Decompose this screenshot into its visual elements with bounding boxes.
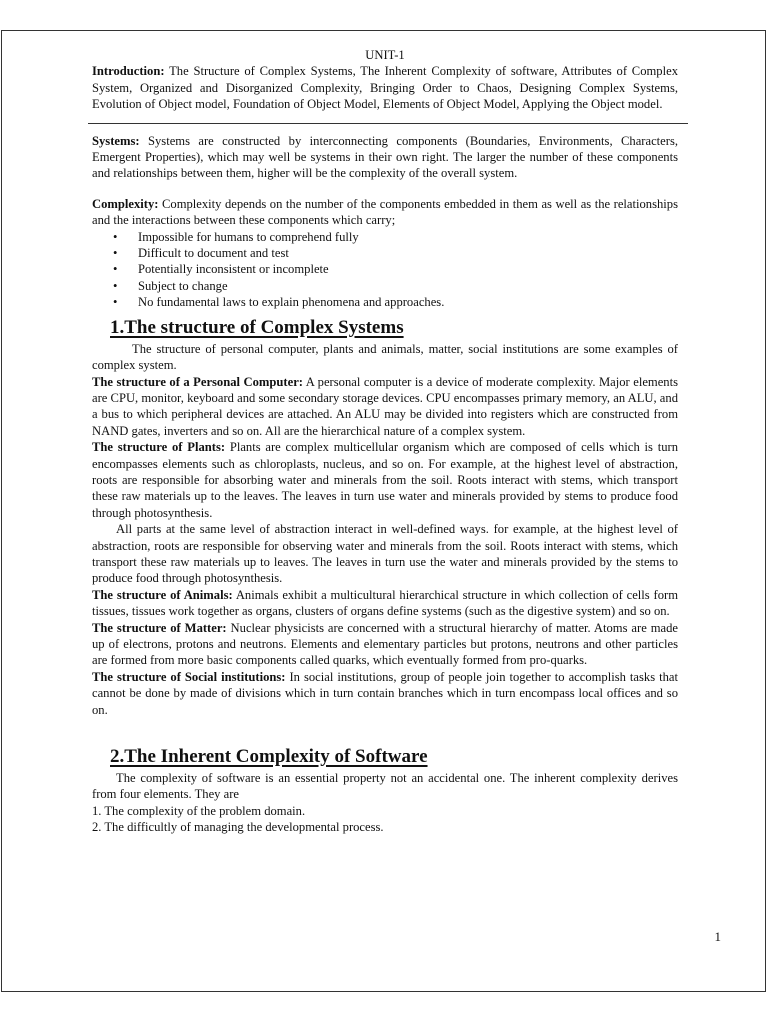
list-item: • Potentially inconsistent or incomplete xyxy=(113,262,329,277)
systems-paragraph xyxy=(92,133,678,182)
list-item: • Subject to change xyxy=(113,278,228,293)
list-item: 1. The complexity of the problem domain. xyxy=(92,803,306,818)
social-text: In social institutions, group of people join together to accomplish tasks that cannot be done by made of divisions which in turn contain branches which in turn encompass local offices and so on. xyxy=(92,669,678,717)
plants-paragraph-2: All parts at the same level of abstraction interact in well-defined ways. for example, at the highest level of abstraction, roots are responsible for observing water and minerals from the soil. Roots interact with stems, which transport these raw materials up to leaves. The leaves in turn use the water and minerals provided by the stems to produce food through photosynthesis. xyxy=(92,522,678,586)
section1-intro: The structure of personal computer, plants and animals, matter, social institutions are some examples of complex system. xyxy=(92,341,678,373)
plants-label: The structure of Plants: xyxy=(92,440,226,455)
list-item: 2. The difficultly of managing the developmental process. xyxy=(92,820,384,835)
bullet-icon: • xyxy=(113,278,118,293)
introduction-label: Introduction: xyxy=(92,64,165,79)
complexity-text: Complexity depends on the number of the components embedded in them as well as the relationships and the interactions between these components which carry; xyxy=(92,196,678,228)
complexity-label: Complexity: xyxy=(92,196,159,211)
complexity-bullet-list xyxy=(92,229,678,311)
bullet-icon: • xyxy=(113,295,118,310)
animals-text: Animals exhibit a multicultural hierarchical structure in which collection of cells form tissues, tissues work together as organs, clusters of organs define systems (such as the digestive system) and so on. xyxy=(92,587,678,619)
plants-text: Plants are complex multicellular organism which are composed of cells which is turn encompasses elements such as chloroplasts, nucleus, and so on. For example, at the highest level of abstraction, roots are responsible for absorbing water and minerals from the soil. Roots interact with stems, which transport these raw materials up to the leaves. The leaves in turn use water and minerals provided by stems to produce food through photosynthesis. xyxy=(92,440,678,520)
animals-paragraph xyxy=(92,587,678,620)
animals-label: The structure of Animals: xyxy=(92,587,233,602)
bullet-icon: • xyxy=(113,229,118,244)
section2-heading: 2.The Inherent Complexity of Software xyxy=(110,746,428,768)
pc-text: A personal computer is a device of moderate complexity. Major elements are CPU, monitor, keyboard and some secondary storage devices. CPU encompasses primary memory, an ALU, and a bus to which peripheral devices are attached. An ALU may be divided into registers which are constructed from NAND gates, inverters and so on. All are the hierarchical nature of a complex system. xyxy=(92,374,679,438)
introduction-text: The Structure of Complex Systems, The Inherent Complexity of software, Attributes of Complex System, Organized and Disorganized Complexity, Bringing Order to Chaos, Designing Complex Systems, Evolution of Object model, Foundation of Object Model, Elements of Object Model, Applying the Object model. xyxy=(92,64,678,112)
social-paragraph xyxy=(92,669,678,718)
horizontal-rule xyxy=(88,123,688,124)
matter-text: Nuclear physicists are concerned with a structural hierarchy of matter. Atoms are made up of electrons, protons and neutrons. Elements and elementary particles but protons, neutrons and other particles are formed from more basic components called quarks, which eventually formed from pro-quarks. xyxy=(92,620,678,668)
bullet-icon: • xyxy=(113,246,118,261)
systems-text: Systems are constructed by interconnecting components (Boundaries, Environments, Characters, Emergent Properties), which may well be systems in their own right. The larger the number of these components and relationships between them, higher will be the complexity of the overall system. xyxy=(92,133,678,181)
pc-paragraph xyxy=(92,374,678,440)
pc-label: The structure of a Personal Computer: xyxy=(92,374,303,389)
list-item: • Impossible for humans to comprehend fully xyxy=(113,229,359,244)
list-item: • No fundamental laws to explain phenomena and approaches. xyxy=(113,295,445,310)
section1-heading: 1.The structure of Complex Systems xyxy=(110,316,404,338)
introduction-paragraph xyxy=(92,63,678,112)
plants-paragraph xyxy=(92,439,678,521)
page-number: 1 xyxy=(714,929,721,944)
matter-label: The structure of Matter: xyxy=(92,620,227,635)
document-page xyxy=(1,30,766,992)
unit-title: UNIT-1 xyxy=(365,48,405,62)
systems-label: Systems: xyxy=(92,133,140,148)
social-label: The structure of Social institutions: xyxy=(92,669,286,684)
section2-intro: The complexity of software is an essential property not an accidental one. The inherent complexity derives from four elements. They are xyxy=(92,771,678,802)
list-item: • Difficult to document and test xyxy=(113,246,289,261)
bullet-icon: • xyxy=(113,262,118,277)
page-content xyxy=(92,47,678,836)
matter-paragraph xyxy=(92,620,678,669)
complexity-paragraph xyxy=(92,196,678,229)
